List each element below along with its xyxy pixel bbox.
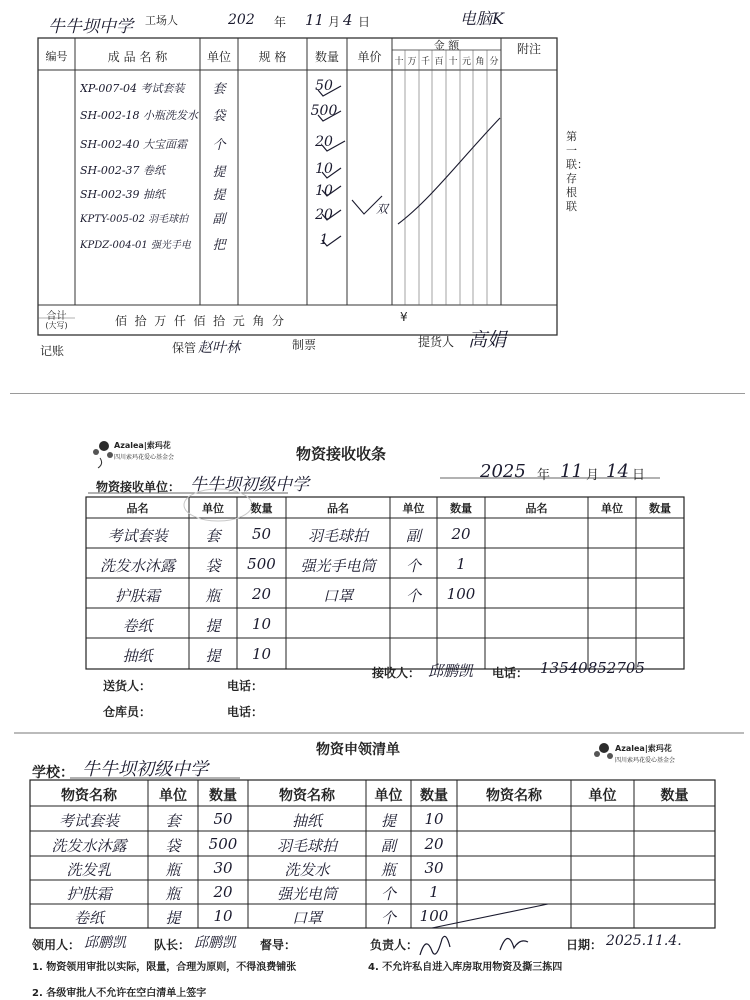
- stub-row-name: SH-002-18 小瓶洗发水: [80, 109, 199, 122]
- stub-row-unit: 副: [212, 212, 226, 227]
- receive-cell: 个: [405, 557, 421, 575]
- requisition-captain-name: 邱鹏凯: [194, 935, 236, 951]
- stub-digit: 十: [448, 57, 458, 67]
- stub-handwritten-mark: 双: [376, 202, 389, 216]
- requisition-cell: 30: [213, 859, 233, 877]
- stub-digit: 分: [489, 57, 499, 67]
- receive-unit-value: 牛牛坝初级中学: [190, 475, 309, 495]
- requisition-cell: 1: [429, 883, 439, 901]
- stub-row-unit: 袋: [212, 109, 226, 124]
- requisition-cell: 50: [213, 810, 233, 828]
- requisition-cell: 卷纸: [73, 909, 104, 927]
- stub-header-no: 编号: [45, 50, 68, 63]
- requisition-title: 物资申领清单: [316, 742, 400, 758]
- receive-date-year-label: 年: [537, 468, 551, 483]
- requisition-cell: 瓶: [165, 861, 181, 879]
- stub-total-yen: ¥: [400, 310, 408, 324]
- stub-picker-label: 提货人: [418, 335, 455, 349]
- requisition-cell: 口罩: [291, 909, 322, 927]
- stub-day: 4: [343, 11, 353, 29]
- requisition-header: 单位: [374, 788, 403, 804]
- receive-cell: 20: [451, 525, 471, 543]
- requisition-supervisor-label: 督导：: [260, 938, 297, 952]
- requisition-cell: 洗发水: [284, 861, 330, 879]
- stub-total-label: 合计: [46, 311, 67, 322]
- receive-header: 单位: [402, 502, 425, 515]
- requisition-header: 单位: [159, 788, 187, 804]
- receive-cell: 50: [251, 525, 272, 543]
- requisition-cell: 套: [165, 812, 181, 830]
- requisition-cell: 个: [380, 885, 396, 903]
- requisition-cell: 提: [380, 812, 396, 830]
- receive-receiver-phone: 13540852705: [540, 659, 645, 677]
- stub-digit: 角: [475, 57, 485, 67]
- requisition-cell: 瓶: [380, 861, 396, 879]
- stub-row-name: SH-002-37 卷纸: [80, 164, 166, 177]
- receive-cell: 洗发水沐露: [99, 557, 175, 575]
- stub-row-qty: 500: [310, 103, 338, 119]
- stub-maker-label: 制票: [292, 338, 317, 352]
- receive-cell: 强光手电筒: [300, 557, 376, 575]
- receive-warehouse-label: 仓库员：: [103, 705, 152, 719]
- receive-title: 物资接收收条: [296, 445, 387, 463]
- requisition-cell: 护肤霜: [66, 885, 112, 903]
- stub-keeper-label: 保管: [172, 341, 197, 355]
- stub-digit: 十: [394, 57, 404, 67]
- stub-keeper-name: 赵叶林: [198, 340, 240, 356]
- requisition-cell: 30: [424, 859, 444, 877]
- requisition-cell: 洗发乳: [66, 861, 112, 879]
- receive-cell: 10: [251, 615, 272, 633]
- stub-row-qty: 20: [315, 207, 333, 223]
- requisition-note-4: 4. 不允许私自进入库房取用物资及撕三拣四: [368, 962, 563, 973]
- requisition-cell: 20: [424, 835, 444, 853]
- receive-logo-sub: 四川索玛花爱心基金会: [114, 454, 175, 461]
- receive-cell: 套: [205, 527, 221, 545]
- requisition-header: 物资名称: [279, 788, 335, 804]
- requisition-cell: 100: [419, 907, 449, 925]
- requisition-header: 数量: [660, 788, 689, 804]
- stub-digit: 元: [461, 57, 471, 67]
- receive-deliverer-label: 送货人：: [103, 679, 152, 693]
- stub-top-note: 电脑K: [460, 9, 504, 28]
- stub-side-label: 第一联：存根联: [566, 130, 588, 213]
- receive-cell: 提: [205, 617, 221, 635]
- requisition-cell: 袋: [165, 837, 181, 855]
- requisition-cell: 考试套装: [58, 812, 119, 830]
- receive-cell: 500: [247, 555, 276, 573]
- stub-total-sub: (大写): [45, 321, 68, 330]
- receive-header: 单位: [601, 502, 623, 515]
- requisition-cell: 500: [208, 835, 238, 853]
- stub-header-unit: 单位: [206, 50, 231, 64]
- receive-cell: 口罩: [322, 587, 353, 605]
- requisition-header: 物资名称: [61, 788, 117, 804]
- receive-cell: 抽纸: [122, 647, 153, 665]
- stub-month-label: 月: [328, 15, 341, 29]
- requisition-cell: 强光电筒: [276, 885, 337, 903]
- stub-row-name: KPDZ-004-01 强光手电: [80, 240, 191, 251]
- receive-header: 品名: [525, 502, 548, 515]
- receive-cell: 瓶: [205, 587, 221, 605]
- receive-date-month: 11: [560, 461, 583, 482]
- stub-row-qty: 10: [315, 161, 333, 177]
- receive-date-month-label: 月: [586, 468, 600, 483]
- stub-row-unit: 提: [212, 188, 226, 203]
- receive-phone-label: 电话：: [492, 666, 529, 680]
- receive-cell: 考试套装: [107, 527, 168, 545]
- receive-header: 数量: [450, 502, 472, 515]
- stub-row-name: XP-007-04 考试套装: [80, 82, 185, 95]
- azalea-logo-icon: [594, 743, 613, 759]
- stub-picker-name: 高娟: [468, 329, 507, 351]
- stub-header-spec: 规 格: [258, 50, 287, 64]
- requisition-cell: 10: [424, 810, 444, 828]
- receive-deliverer-phone-label: 电话：: [227, 679, 264, 693]
- receive-cell: 20: [251, 585, 272, 603]
- receive-date-day-label: 日: [632, 468, 646, 483]
- stub-digit: 百: [434, 57, 444, 67]
- stub-row-qty: 20: [315, 134, 333, 150]
- stub-dept: 工场人: [145, 14, 178, 27]
- receive-cell: 100: [446, 585, 476, 603]
- receive-cell: 卷纸: [122, 617, 153, 635]
- requisition-cell: 副: [380, 837, 396, 855]
- requisition-cell: 提: [165, 909, 181, 927]
- stub-row-unit: 个: [212, 138, 226, 153]
- receive-cell: 羽毛球拍: [307, 527, 368, 545]
- requisition-note-2: 2. 各级审批人不允许在空白清单上签字: [32, 988, 207, 999]
- requisition-logo-sub: 四川索玛花爱心基金会: [615, 757, 676, 764]
- stub-row-qty: 1: [319, 232, 329, 248]
- receive-cell: 1: [456, 555, 466, 573]
- requisition-date-value: 2025.11.4.: [606, 933, 682, 949]
- requisition-date-label: 日期：: [566, 938, 603, 952]
- requisition-header: 物资名称: [486, 788, 542, 804]
- receive-header: 单位: [202, 502, 224, 515]
- requisition-header: 数量: [209, 788, 237, 804]
- requisition-applicant-label: 领用人：: [32, 938, 81, 952]
- azalea-logo-icon: [93, 441, 113, 468]
- stub-total-units: 佰 拾 万 仟 佰 拾 元 角 分: [115, 314, 285, 328]
- requisition-school-label: 学校：: [32, 765, 74, 781]
- stub-digit: 万: [407, 57, 417, 67]
- stub-recipient: 牛牛坝中学: [48, 17, 133, 37]
- stub-bookkeeper-label: 记账: [40, 344, 65, 358]
- stub-day-label: 日: [358, 15, 371, 29]
- receive-cell: 10: [251, 645, 272, 663]
- receive-logo-name: Azalea|索玛花: [114, 441, 171, 450]
- receive-warehouse-phone-label: 电话：: [227, 705, 264, 719]
- stub-header-name: 成 品 名 称: [107, 50, 168, 64]
- requisition-cell: 个: [380, 909, 396, 927]
- stub-row-unit: 提: [212, 165, 226, 180]
- stub-header-price: 单价: [357, 50, 382, 64]
- requisition-cell: 10: [213, 907, 233, 925]
- receive-cell: 护肤霜: [114, 587, 160, 605]
- receive-receiver-label: 接收人：: [372, 666, 421, 680]
- receive-cell: 副: [405, 527, 421, 545]
- stub-month: 11: [305, 11, 325, 29]
- receive-cell: 提: [205, 647, 221, 665]
- stub-row-unit: 把: [212, 238, 226, 253]
- stub-row-unit: 套: [212, 82, 226, 97]
- stub-row-qty: 10: [315, 183, 333, 199]
- receive-header: 品名: [126, 502, 149, 515]
- stub-row-name: SH-002-39 抽纸: [80, 188, 166, 201]
- page-divider: [10, 393, 745, 394]
- receive-header: 数量: [250, 502, 273, 515]
- receive-cell: 袋: [205, 557, 221, 575]
- stub-year-label: 年: [274, 15, 287, 29]
- requisition-cell: 羽毛球拍: [276, 837, 337, 855]
- requisition-cell: 20: [213, 883, 233, 901]
- requisition-cell: 瓶: [165, 885, 181, 903]
- stub-row-name: SH-002-40 大宝面霜: [80, 138, 188, 151]
- receive-unit-label: 物资接收单位：: [96, 480, 181, 494]
- requisition-header: 数量: [420, 788, 448, 804]
- stub-year: 202: [228, 12, 255, 28]
- receive-header: 品名: [327, 502, 349, 515]
- requisition-school-value: 牛牛坝初级中学: [82, 759, 208, 780]
- requisition-cell: 抽纸: [291, 812, 322, 830]
- receive-date-year: 2025: [480, 461, 526, 482]
- requisition-note-1: 1. 物资领用审批以实际，限量，合理为原则，不得浪费铺张: [32, 962, 297, 973]
- receive-cell: 个: [405, 587, 421, 605]
- stub-header-note: 附注: [516, 42, 541, 56]
- requisition-logo-name: Azalea|索玛花: [615, 744, 672, 753]
- stub-row-name: KPTY-005-02 羽毛球拍: [80, 214, 189, 225]
- requisition-applicant-name: 邱鹏凯: [84, 935, 126, 951]
- requisition-responsible-label: 负责人：: [370, 938, 419, 952]
- receive-receiver-name: 邱鹏凯: [428, 662, 474, 680]
- stub-header-qty: 数量: [314, 50, 339, 64]
- receive-date-day: 14: [606, 461, 629, 482]
- requisition-captain-label: 队长：: [154, 938, 191, 952]
- requisition-cell: 洗发水沐露: [51, 837, 127, 855]
- stub-header-amount: 金 额: [433, 39, 460, 52]
- requisition-header: 单位: [588, 788, 617, 804]
- stub-digit: 千: [420, 57, 430, 67]
- stub-row-qty: 50: [315, 78, 333, 94]
- receive-header: 数量: [649, 502, 671, 515]
